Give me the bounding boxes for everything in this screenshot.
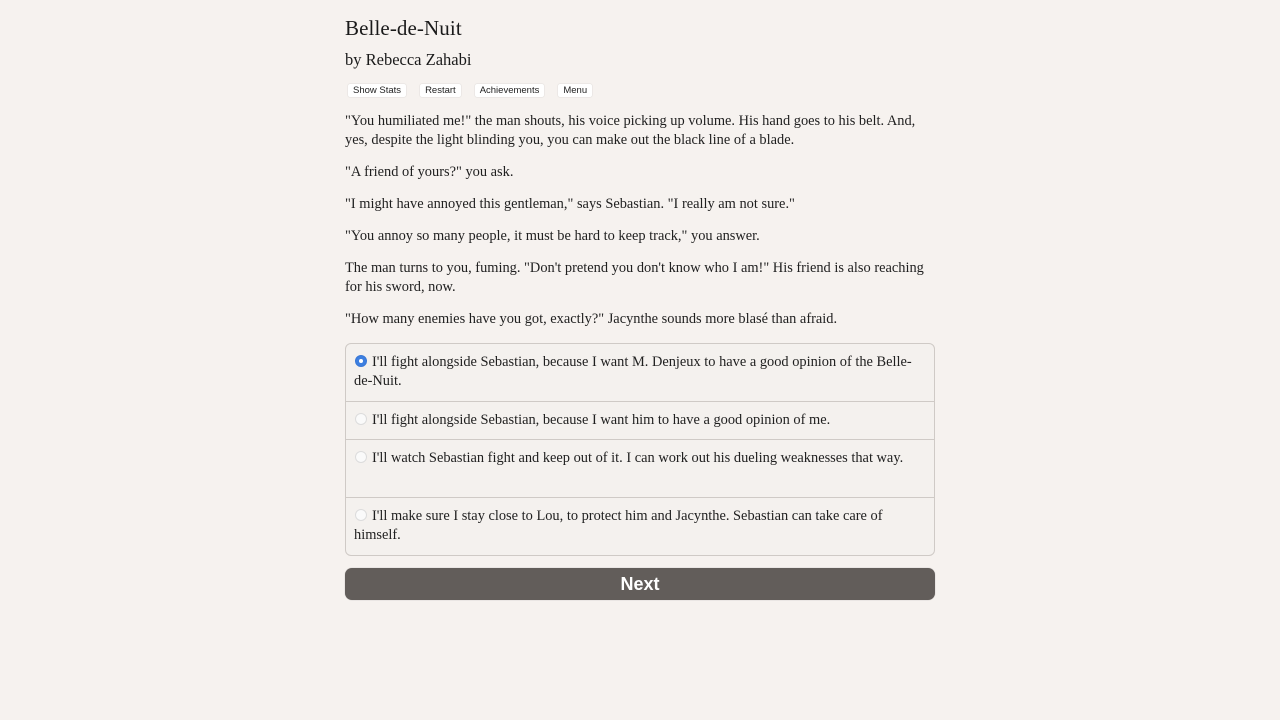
show-stats-button[interactable]: Show Stats [348,84,406,97]
choice-label: I'll fight alongside Sebastian, because I want M. Denjeux to have a good opinion of the Belle-de-Nuit. [354,354,912,389]
choice-option-1[interactable] [346,344,934,402]
choice-option-2[interactable] [346,402,934,440]
radio-unselected-icon[interactable] [355,413,367,425]
author-byline: by Rebecca Zahabi [345,50,472,69]
restart-button[interactable]: Restart [420,84,461,97]
choice-option-4[interactable] [346,498,934,555]
radio-unselected-icon[interactable] [355,509,367,521]
choice-option-3[interactable] [346,440,934,498]
next-button[interactable]: Next [345,568,935,600]
story-paragraph: "How many enemies have you got, exactly?" Jacynthe sounds more blasé than afraid. [345,311,838,327]
radio-unselected-icon[interactable] [355,451,367,463]
story-paragraph: "A friend of yours?" you ask. [345,164,514,180]
story-paragraph: "You humiliated me!" the man shouts, his voice picking up volume. His hand goes to his belt. And, yes, despite the light blinding you, you can make out the black line of a blade. [345,113,916,148]
choice-label: I'll fight alongside Sebastian, because I want him to have a good opinion of me. [372,412,831,428]
game-title: Belle-de-Nuit [345,16,462,40]
story-paragraph: The man turns to you, fuming. "Don't pretend you don't know who I am!" His friend is also reaching for his sword, now. [345,260,924,295]
achievements-button[interactable]: Achievements [475,84,545,97]
choice-label: I'll make sure I stay close to Lou, to protect him and Jacynthe. Sebastian can take care of himself. [354,508,883,543]
story-paragraph: "You annoy so many people, it must be hard to keep track," you answer. [345,228,760,244]
toolbar [348,84,592,97]
menu-button[interactable]: Menu [558,84,592,97]
story-paragraph: "I might have annoyed this gentleman," says Sebastian. "I really am not sure." [345,196,795,212]
choice-label: I'll watch Sebastian fight and keep out of it. I can work out his dueling weaknesses that way. [372,450,904,466]
choice-list [345,343,935,556]
radio-selected-icon[interactable] [355,355,367,367]
story-text [345,112,940,342]
